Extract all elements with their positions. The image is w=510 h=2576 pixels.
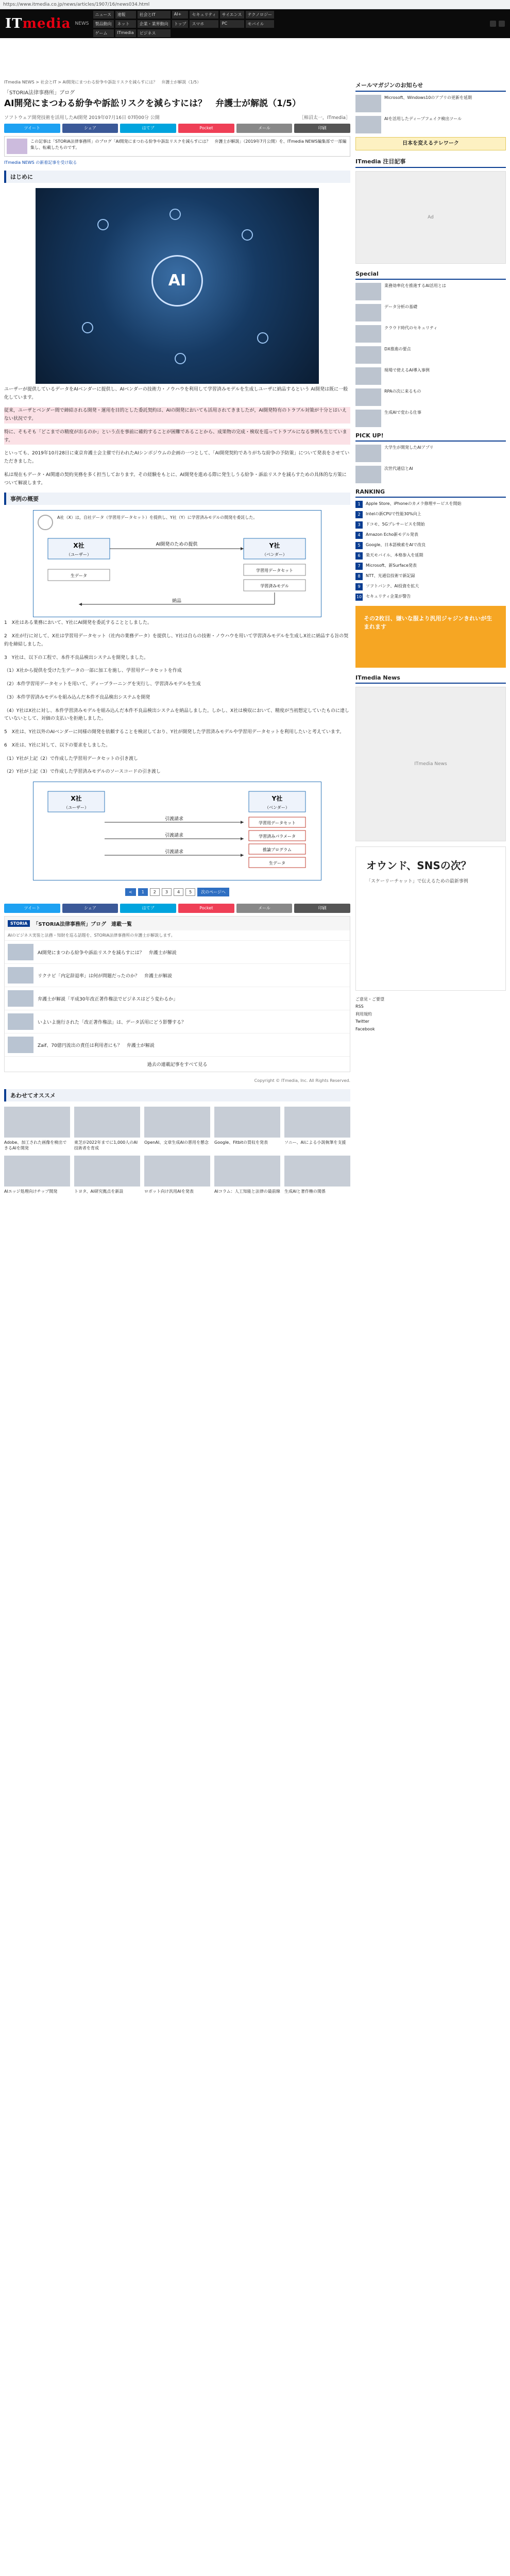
rank-title[interactable]: Microsoft、新Surface発表 [366,563,417,568]
copyright: Copyright © ITmedia, Inc. All Rights Reserved. [254,1078,350,1083]
pickup-item[interactable] [355,445,506,462]
publish-date: ソフトウェア開発技術を活用したAI開発 2019年07月16日 07時00分 公開 [4,115,160,121]
special-item-thumb [355,325,381,343]
share-button[interactable]: シェア [62,904,118,913]
share-button[interactable]: シェア [62,124,118,133]
paragraph-highlight: 従来，ユーザとベンダー間で締結される開発・運用を目的とした委託契約は、AIの開発においても活用されてきましたが，AI開発特有のトラブル対策が十分とはいえない状況です。 [4,407,350,423]
recommend-card[interactable] [4,1156,70,1194]
series-thumb [8,967,33,984]
menu-icon[interactable] [499,21,505,27]
rank-title[interactable]: Apple Store、iPhoneのカメラ修理サービスを開始 [366,501,462,506]
case-item: （3）本件学習済みモデルを組み込んだ本件不良品検出システムを開発 [4,694,150,700]
sidebar [355,79,506,1033]
side-footer-link[interactable]: Facebook [355,1026,375,1031]
nav-item[interactable]: PC [220,20,244,28]
series-badge: STORIA [8,920,30,927]
recommend-image [214,1107,280,1138]
ranking-item[interactable] [355,552,506,560]
series-list [5,940,350,1056]
special-item-thumb [355,283,381,300]
series-more-link[interactable]: 過去の連載記事をすべて見る [5,1056,350,1072]
network-node-icon [175,353,186,364]
person-icon [38,515,53,530]
telework-banner[interactable]: 日本を変えるテレワーク [355,137,506,150]
side-footer-link[interactable]: ご意見・ご要望 [355,997,384,1002]
nav-item[interactable]: テクノロジー [246,11,275,19]
search-icon[interactable] [490,21,496,27]
recommend-image [284,1107,350,1138]
case-diagram-1: A社（X）は，自社データ（学習用データセット）を提供し、Y社（Y）に学習済みモデルの開発を委託した。 X社 （ユーザー） Y社 （ベンダー） AI開発のための提供 生データ 学習用データセット 学習済みモデル 納品 [33,510,321,617]
network-node-icon [82,322,93,333]
rank-number: 4 [355,532,363,539]
series-item[interactable] [5,963,350,987]
case-item: 1 X社はある業務において、Y社にAI開発を委託することとしました。 [4,620,152,626]
recommend-title[interactable]: 生成AIと著作権の関係 [284,1189,326,1194]
mail-item[interactable] [355,95,506,112]
ranking-heading: RANKING [355,487,506,498]
special-item-thumb [355,410,381,427]
special-item-title[interactable]: データ分析の基礎 [384,304,417,309]
recommend-heading: あわせてオススメ [4,1089,350,1101]
news-alert-link[interactable]: ITmedia NEWS の新着記事を受け取る [4,160,77,165]
recommend-title[interactable]: AIコラム：人工知能と法律の最前線 [214,1189,280,1194]
special-item[interactable] [355,388,506,406]
case-item: 2 X社が行に対して、X社は学習用データセット（社内の業務データ）を提供し、Y社は自らの技術・ノウハウを用いて学習済みモデルを生成しX社に納品する旨の契約を締結しました。 [4,634,349,647]
pickup-item-thumb [355,445,381,462]
pickup-item-title[interactable]: 次世代通信とAI [384,466,413,471]
page-number[interactable]: 5 [185,888,195,896]
case-item: （1）Y社が上記（2）で作成した学習用データセットの引き渡し [4,756,138,761]
nav-item[interactable]: 企業・業界動向 [138,20,171,28]
paragraph: ユーザーが提供しているデータをAIベンダーに提供し、AIベンダーの技術力・ノウハウを利用して学習済みモデルを生成しユーザに納品するという AI開発は既に一般化しています。 [4,386,348,400]
recommend-title[interactable]: OpenAI、文章生成AIの悪用を懸念 [144,1140,209,1145]
case-diagram-2 [33,782,321,880]
asset-label: 学習済みパラメータ [259,834,296,839]
case-list [4,619,350,776]
asset-label: 学習用データセット [259,821,296,826]
mail-item-thumb [355,95,381,112]
series-item-title[interactable]: Zaif、70億円流出の責任は利用者にも？ 弁護士が解説 [38,1043,155,1048]
special-item-thumb [355,367,381,385]
site-header [0,9,510,38]
author[interactable]: ［柿沼太一，ITmedia］ [299,115,350,121]
rank-number: 1 [355,501,363,508]
nav-item[interactable]: トップ [172,20,189,28]
special-item[interactable] [355,367,506,385]
special-item-thumb [355,304,381,321]
arrow-label: AI開発のための提供 [156,542,198,548]
svg-text:Y社: Y社 [271,795,283,803]
recommend-card[interactable] [4,1107,70,1151]
share-button[interactable]: ツイート [4,904,60,913]
pager [4,888,350,896]
mail-item-title[interactable]: Microsoft、Windows10のアプリの更新を延期 [384,95,472,100]
rank-title[interactable]: Intelの新CPUで性能30%向上 [366,512,421,516]
nav-item[interactable]: AI+ [172,11,189,19]
recommend-title[interactable]: Google、Fitbitの買収を発表 [214,1140,268,1145]
recommend-title[interactable]: トヨタ、AI研究拠点を新設 [74,1189,124,1194]
side-footer-link[interactable]: Twitter [355,1019,369,1024]
paragraph-highlight: 特に、そもそも「どこまでの精度が出るのか」という点を事前に確約することが困難であることから、成果物の完成・検収を巡ってトラブルになる事例も生じています。 [4,429,350,445]
y-sub: （ベンダー） [262,552,287,557]
series-item-title[interactable]: AI開発にまつわる紛争や訴訟リスクを減らすには？ 弁護士が解説 [38,950,177,956]
paragraph: といっても、2019年10月28日に東京弁護士会主催で行われたAIシンポジウムの企画の一つとして、「AI開発契約でありがちな紛争の予防策」について発表をさせていただきました。 [4,451,350,465]
ai-circle-icon: AI [151,255,203,307]
case-item: （1）X社から提供を受けた生データの一部に加工を施し、学習用データセットを作成 [4,668,182,674]
share-button[interactable]: はてブ [120,904,176,913]
recommend-image [4,1156,70,1187]
special-item[interactable] [355,325,506,343]
diagram-2-svg [38,786,316,874]
series-item[interactable] [5,1033,350,1056]
svg-text:納品: 納品 [172,599,182,604]
recommend-card[interactable] [144,1107,210,1151]
pickup-item-thumb [355,466,381,483]
browser-url-bar[interactable]: https://www.itmedia.co.jp/news/articles/1907/16/news034.html [0,0,510,9]
breadcrumb: ITmedia NEWS > 社会とIT > AI開発にまつわる紛争や訴訟リスクを減らすには？ 弁護士が解説（1/5） [4,80,201,84]
hero-image-ai [36,188,319,384]
case-item: （2）Y社が上記（3）で作成した学習済みモデルのソースコードの引き渡し [4,769,161,775]
special-item[interactable] [355,304,506,321]
pickup-item[interactable] [355,466,506,483]
next-page-button[interactable]: 次のページへ [197,888,229,896]
page-title: AI開発にまつわる紛争や訴訟リスクを減らすには？ 弁護士が解説（1/5） [4,98,301,109]
rank-title[interactable]: セキュリティ企業が警告 [366,594,411,599]
news-heading: ITmedia News [355,673,506,684]
nav-item[interactable]: サイエンス [220,11,244,19]
network-node-icon [242,229,253,241]
byline [4,114,350,121]
recommend-image [4,1107,70,1138]
asset-label: 生データ [269,861,285,866]
y-label: Y社 [269,542,280,550]
rank-title[interactable]: ソフトバンク、AI投資を拡大 [366,584,419,588]
recommend-card[interactable] [74,1107,140,1151]
nav-item[interactable]: ビジネス [138,29,171,37]
nav-item[interactable]: ネット [115,20,136,28]
case-item: 5 X社は、Y社以外のAIベンダーに同様の開発を依頼することを検討しており、Y社が開発した学習済みモデルや学習用データセットを利用したいと考えています。 [4,730,345,735]
nav-item[interactable]: モバイル [246,20,275,28]
series-item-title[interactable]: いよいよ施行された「改正著作権法」は、データ活用にどう影響する？ [38,1020,186,1025]
share-row-bottom [4,904,350,913]
share-button[interactable]: Pocket [178,904,234,913]
paragraph: 私は現在もデータ・AI関連の契約実務を多く担当しております。その経験をもとに、AI開発を進める際に発生しうる紛争・訴訟リスクを減らすための具体的な方策について解説します。 [4,472,347,486]
nav-item[interactable]: 速報 [115,11,136,19]
rank-number: 2 [355,511,363,518]
recommend-grid [4,1107,350,1194]
special-item[interactable] [355,283,506,300]
recommend-title[interactable]: ソニー、AIによる小説執筆を支援 [284,1140,346,1145]
ranking-item[interactable] [355,563,506,570]
special-item-title[interactable]: クラウド時代のセキュリティ [384,326,438,330]
special-item-title[interactable]: 生成AIで変わる仕事 [384,410,421,415]
special-item-thumb [355,388,381,406]
social-ad[interactable]: オウンド、SNSの次？ 「スケーリーチャット」で伝えるための最新事例 [355,846,506,991]
ranking-item[interactable] [355,521,506,529]
series-title[interactable]: 「STORIA法律事務所」ブログ 連載一覧 [33,922,132,928]
series-item-title[interactable]: リクナビ「内定辞退率」は何が問題だったのか？ 弁護士が解説 [38,973,172,979]
svg-text:学習用データセット: 学習用データセット [256,568,293,573]
special-item[interactable] [355,346,506,364]
rank-number: 9 [355,583,363,590]
recommend-title[interactable]: AIエッジ処理向けチップ開発 [4,1189,58,1194]
news-widget[interactable]: ITmedia News [355,687,506,841]
mail-heading: メールマガジンのお知らせ [355,79,506,92]
special-item[interactable] [355,410,506,427]
rank-title[interactable]: NTT、光通信技術で新記録 [366,573,415,578]
mail-item-title[interactable]: AIを活用したディープフェイク検出ツール [384,116,462,121]
share-button[interactable]: 印刷 [294,904,350,913]
ranking-item[interactable] [355,583,506,590]
x-label: X社 [73,542,84,550]
series-box [4,916,350,1072]
mail-item[interactable] [355,116,506,133]
ranking-item[interactable] [355,511,506,518]
rank-number: 3 [355,521,363,529]
pickup-item-title[interactable]: 大学生が開発したAIアプリ [384,445,434,450]
rank-title[interactable]: 楽天モバイル、本格参入を延期 [366,553,423,557]
special-item-title[interactable]: 業務効率化を推進するAI活用とは [384,283,446,288]
nav-item[interactable]: ゲーム [93,29,114,37]
rank-number: 10 [355,594,363,601]
recommend-card[interactable] [214,1156,280,1194]
nav-item[interactable]: 製品動向 [93,20,114,28]
recommend-card[interactable] [284,1156,350,1194]
mail-item-thumb [355,116,381,133]
ranking-item[interactable] [355,542,506,549]
storia-thumb [7,139,27,154]
asset-label: 推論プログラム [263,848,292,853]
special-item-title[interactable]: 現場で使えるAI導入事例 [384,368,430,372]
recommend-title[interactable]: 東芝が2022年までに1,000人のAI技術者を育成 [74,1140,138,1151]
page-number[interactable]: 3 [162,888,172,896]
share-button[interactable]: Pocket [178,124,234,133]
page-number[interactable]: 1 [138,888,148,896]
recommend-image [214,1156,280,1187]
case-item: 3 Y社は、以下の工程で、本件不良品検出システムを開発しました。 [4,655,149,660]
header-actions [490,21,505,27]
series-thumb [8,990,33,1007]
svg-text:（ユーザー）: （ユーザー） [64,805,89,810]
side-footer-link[interactable]: RSS [355,1004,364,1009]
rank-number: 5 [355,542,363,549]
case-item: （4）Y社はX社に対し、本件学習済みモデルを組み込んだ本件不良品検出システムを納品しました。しかし、X社は検収において、精度が当初想定していたものに達していないとして、対価の支払いを拒絶しました。 [4,708,350,722]
ranking-item[interactable] [355,532,506,539]
recommend-image [284,1156,350,1187]
share-button[interactable]: 印刷 [294,124,350,133]
series-item-title[interactable]: 弁護士が解説「平成30年改正著作権法でビジネスはどう変わるか」 [38,996,178,1002]
case-item: （2）本件学習用データセットを用いて、ディープラーニングを実行し、学習済みモデルを生成 [4,682,201,687]
prev-page-button[interactable]: < [125,888,136,896]
network-node-icon [97,219,109,230]
recommend-card[interactable] [74,1156,140,1194]
share-button[interactable]: メール [236,904,293,913]
rank-title[interactable]: ドコモ、5Gプレサービスを開始 [366,522,425,527]
rank-number: 8 [355,573,363,580]
series-item[interactable] [5,1010,350,1033]
series-item[interactable] [5,940,350,963]
nav-item[interactable]: 社会とIT [138,11,171,19]
featured-ad[interactable]: Ad [355,171,506,264]
recommend-image [74,1156,140,1187]
section-heading-case: 事例の概要 [4,493,350,505]
share-row-top [4,124,350,133]
recommend-image [144,1107,210,1138]
rank-title[interactable]: Google、日本語検索をAIで改良 [366,543,426,547]
page-number[interactable]: 2 [150,888,160,896]
ranking-item[interactable] [355,573,506,580]
recommend-image [144,1156,210,1187]
case-item: 6 X社は、Y社に対して、以下の要求をしました。 [4,742,111,748]
series-thumb [8,1013,33,1030]
svg-text:生データ: 生データ [71,573,87,579]
nav-item[interactable]: スマホ [190,20,218,28]
recommend-card[interactable] [214,1107,280,1151]
recommend-title[interactable]: Adobe、加工された画像を検出できるAIを開発 [4,1140,67,1151]
ranking-item[interactable] [355,501,506,508]
featured-heading: ITmedia 注目記事 [355,156,506,168]
rank-number: 6 [355,552,363,560]
side-ad-banner[interactable]: その2枚目、嫌いな服より汎用ジャジンきれいが生まれます [355,606,506,668]
recommend-title[interactable]: ロボット向け汎用AIを発表 [144,1189,194,1194]
special-heading: Special [355,269,506,280]
network-node-icon [257,332,268,344]
series-item[interactable] [5,987,350,1010]
recommend-image [74,1107,140,1138]
global-nav [93,11,275,37]
network-node-icon [169,209,181,220]
svg-text:学習済みモデル: 学習済みモデル [260,584,289,589]
special-item-thumb [355,346,381,364]
source-note: この記事は「STORIA法律事務所」のブログ「AI開発にまつわる紛争や訴訟リスクを減らすには？ 弁護士が解説」（2019年7月公開）を、ITmedia NEWS編集部で一部編集し、転載したものです。 [4,136,350,157]
request-label: 引渡請求 [164,833,184,839]
special-item-title[interactable]: DX推進の要点 [384,347,411,351]
request-label: 引渡請求 [164,817,184,822]
recommend-card[interactable] [144,1156,210,1194]
diagram-1-svg [38,533,316,611]
special-item-title[interactable]: RPAの次に来るもの [384,389,421,394]
series-desc: AIのビジネス実装と法務・知財を巡る話題を、STORIA法律事務所の弁護士が解説します。 [8,933,175,938]
rank-number: 7 [355,563,363,570]
x-sub: （ユーザー） [66,552,91,557]
page-number[interactable]: 4 [174,888,183,896]
rank-title[interactable]: Amazon Echo新モデル発表 [366,532,418,537]
recommend-card[interactable] [284,1107,350,1151]
request-label: 引渡請求 [164,850,184,855]
series-thumb [8,944,33,960]
svg-text:X社: X社 [71,795,82,803]
series-thumb [8,1037,33,1053]
share-button[interactable]: はてブ [120,124,176,133]
svg-text:（ベンダー）: （ベンダー） [265,805,290,810]
ranking-item[interactable] [355,594,506,601]
itmedia-logo[interactable]: ITmedia [5,16,71,31]
share-button[interactable]: メール [236,124,293,133]
share-button[interactable]: ツイート [4,124,60,133]
nav-item[interactable]: ITmedia [115,29,136,37]
side-footer-link[interactable]: 利用規約 [355,1011,372,1016]
logo-sub: NEWS [75,21,89,26]
series-label[interactable]: 「STORIA法律事務所」ブログ [4,90,75,96]
article-main [4,79,350,1194]
nav-item[interactable]: セキュリティ [190,11,218,19]
pickup-heading: PICK UP! [355,431,506,442]
nav-item[interactable]: ニュース [93,11,114,19]
section-heading-intro: はじめに [4,171,350,183]
